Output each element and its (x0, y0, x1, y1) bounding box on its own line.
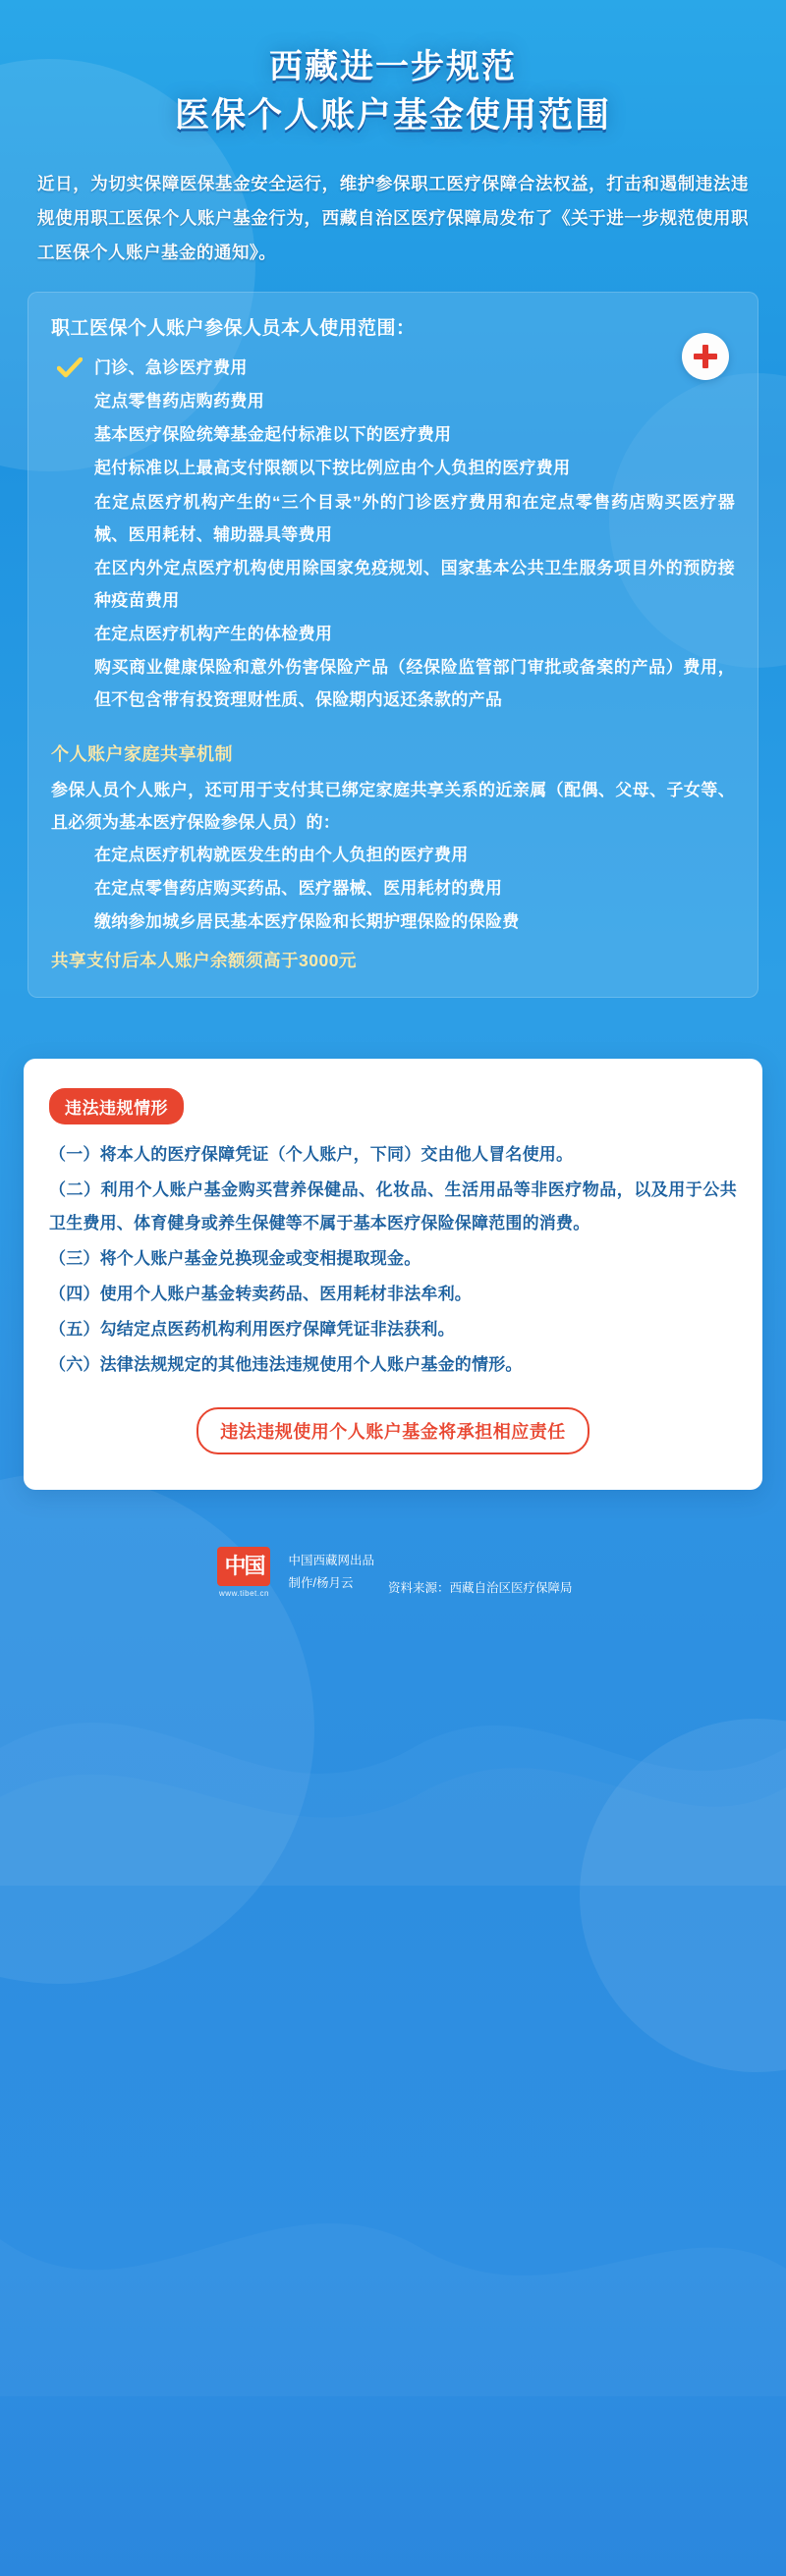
footer-author: 制作/杨月云 (288, 1576, 354, 1591)
violations-panel (24, 1059, 762, 1490)
list-item: （三）将个人账户基金兑换现金或变相提取现金。 (49, 1249, 421, 1269)
wave-decoration (0, 1630, 786, 1886)
logo-mark: 中国 (217, 1547, 270, 1586)
list-item (51, 905, 735, 938)
list-item-label: 购买商业健康保险和意外伤害保险产品（经保险监管部门审批或备案的产品）费用，但不包含带有投资理财性质、保险期内返还条款的产品 (94, 658, 735, 710)
list-item: （六）法律法规规定的其他违法违规使用个人账户基金的情形。 (49, 1355, 523, 1375)
footer-source: 资料来源：西藏自治区医疗保障局 (388, 1581, 573, 1596)
violations-badge: 违法违规情形 (49, 1088, 184, 1124)
list-item (51, 872, 735, 904)
list-item (51, 418, 735, 451)
footer-producer: 中国西藏网出品 (288, 1553, 374, 1567)
intro-paragraph: 近日，为切实保障医保基金安全运行，维护参保职工医疗保障合法权益，打击和遏制违法违规使用职工医保个人账户基金行为，西藏自治区医疗保障局发布了《关于进一步规范使用职工医保个人账户基金的通知》。 (37, 174, 749, 263)
card-heading: 职工医保个人账户参保人员本人使用范围： (51, 318, 416, 340)
list-item-label: 门诊、急诊医疗费用 (94, 358, 248, 378)
list-item-label: 基本医疗保险统筹基金起付标准以下的医疗费用 (94, 425, 452, 445)
list-item-label: 在区内外定点医疗机构使用除国家免疫规划、国家基本公共卫生服务项目外的预防接种疫苗费用 (94, 558, 735, 611)
site-logo (213, 1547, 274, 1598)
family-share-title: 个人账户家庭共享机制 (51, 743, 233, 764)
list-item: （四）使用个人账户基金转卖药品、医用耗材非法牟利。 (49, 1285, 472, 1304)
list-item-label: 在定点医疗机构就医发生的由个人负担的医疗费用 (94, 845, 469, 864)
list-item: （一）将本人的医疗保障凭证（个人账户，下同）交由他人冒名使用。 (49, 1145, 574, 1165)
list-item (51, 651, 735, 716)
poster-footer (0, 1547, 786, 1637)
family-share-note: 共享支付后本人账户余额须高于3000元 (51, 951, 357, 971)
decorative-blob (580, 1719, 786, 2072)
family-share-lead: 参保人员个人账户，还可用于支付其已绑定家庭共享关系的近亲属（配偶、父母、子女等、且必须为基本医疗保险参保人员）的： (51, 780, 735, 832)
list-item-label: 在定点医疗机构产生的“三个目录”外的门诊医疗费用和在定点零售药店购买医疗器械、医用耗材、辅助器具等费用 (94, 492, 735, 544)
list-item: （二）利用个人账户基金购买营养保健品、化妆品、生活用品等非医疗物品，以及用于公共卫生费用、体育健身或养生保健等不属于基本医疗保险保障范围的消费。 (49, 1180, 737, 1233)
list-item (51, 385, 735, 417)
page-title-line2: 医保个人账户基金使用范围 (174, 96, 611, 136)
usage-scope-list (51, 352, 735, 717)
violations-list (49, 1138, 737, 1382)
poster-header (0, 0, 786, 141)
list-item (51, 552, 735, 617)
list-item (51, 452, 735, 484)
list-item (51, 486, 735, 551)
list-item (51, 352, 735, 384)
list-item-label: 在定点医疗机构产生的体检费用 (94, 625, 333, 644)
page-title-line1: 西藏进一步规范 (269, 48, 517, 85)
list-item: （五）勾结定点医药机构利用医疗保障凭证非法获利。 (49, 1320, 455, 1340)
usage-scope-card (28, 292, 758, 998)
list-item (51, 839, 735, 871)
list-item-label: 缴纳参加城乡居民基本医疗保险和长期护理保险的保险费 (94, 912, 520, 932)
check-mark-icon (57, 357, 83, 379)
list-item (51, 618, 735, 650)
responsibility-notice: 违法违规使用个人账户基金将承担相应责任 (196, 1407, 590, 1454)
footer-credits (288, 1550, 374, 1597)
list-item-label: 在定点零售药店购买药品、医疗器械、医用耗材的费用 (94, 879, 503, 899)
family-share-list (51, 839, 735, 938)
logo-url: www.tibet.cn (219, 1589, 269, 1599)
wave-decoration (0, 2141, 786, 2396)
list-item-label: 定点零售药店购药费用 (94, 392, 264, 411)
list-item-label: 起付标准以上最高支付限额以下按比例应由个人负担的医疗费用 (94, 459, 571, 478)
